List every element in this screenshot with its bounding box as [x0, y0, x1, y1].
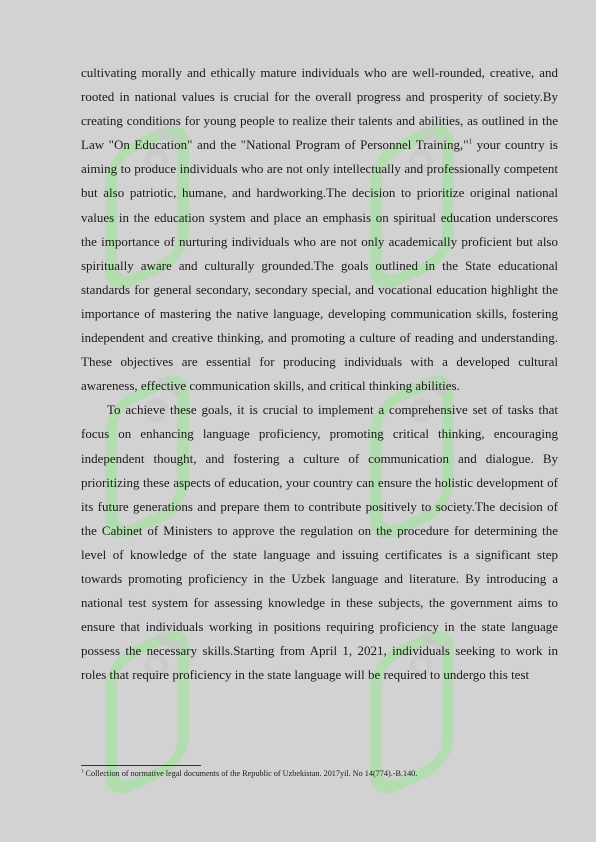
footnote-separator: [81, 765, 201, 766]
body-text: [81, 61, 558, 687]
watermark-logo: ot: [105, 105, 245, 275]
paragraph-1: [81, 61, 558, 398]
watermark-logo: ot: [370, 355, 510, 525]
watermark-logo: ot: [370, 105, 510, 275]
footnote-marker: 1: [81, 769, 84, 775]
watermark-logo: ot: [105, 610, 245, 780]
paragraph-2: To achieve these goals, it is crucial to implement a comprehensive set of tasks that focus on enhancing language proficiency, promoting critical thinking, encouraging independent thought, and fostering a culture of communication and dialogue. By prioritizing these aspects of education, your country can ensure the holistic development of its future generations and prepare them to contribute positively to society.The decision of the Cabinet of Ministers to approve the regulation on the procedure for determining the level of knowledge of the state language and issuing certificates is a significant step towards promoting proficiency in the Uzbek language and literature. By introducing a national test system for assessing knowledge in these subjects, the government aims to ensure that individuals working in positions requiring proficiency in the state language possess the necessary skills.Starting from April 1, 2021, individuals seeking to work in roles that require proficiency in the state language will be required to undergo this test: [81, 402, 558, 683]
paragraph-1-part-a: cultivating morally and ethically mature individuals who are well-rounded, creative, and rooted in national values is crucial for the overall progress and prosperity of society.By creating conditions for young people to realize their talents and abilities, as outlined in the Law "On Education" and the "National Program of Personnel Training,": [81, 65, 558, 153]
footnote-reference[interactable]: 1: [468, 137, 473, 146]
watermark-logo: ot: [105, 355, 245, 525]
footnote-text: Collection of normative legal documents of the Republic of Uzbekistan. 2017yil. No 14(774).-B.140.: [83, 769, 418, 778]
footnote: [81, 768, 558, 779]
paragraph-1-part-b: your country is aiming to produce individuals who are not only intellectually and professionally competent but also patriotic, humane, and hardworking.The decision to prioritize original national values in the education system and place an emphasis on spiritual education underscores the importance of nurturing individuals who are not only academically proficient but also spiritually aware and culturally grounded.The goals outlined in the State educational standards for general secondary, secondary special, and vocational education highlight the importance of mastering the native language, developing communication skills, fostering independent and creative thinking, and promoting a culture of reading and understanding. These objectives are essential for producing individuals with a developed cultural awareness, effective communication skills, and critical thinking abilities.: [81, 137, 558, 394]
watermark-logo: ot: [370, 610, 510, 780]
